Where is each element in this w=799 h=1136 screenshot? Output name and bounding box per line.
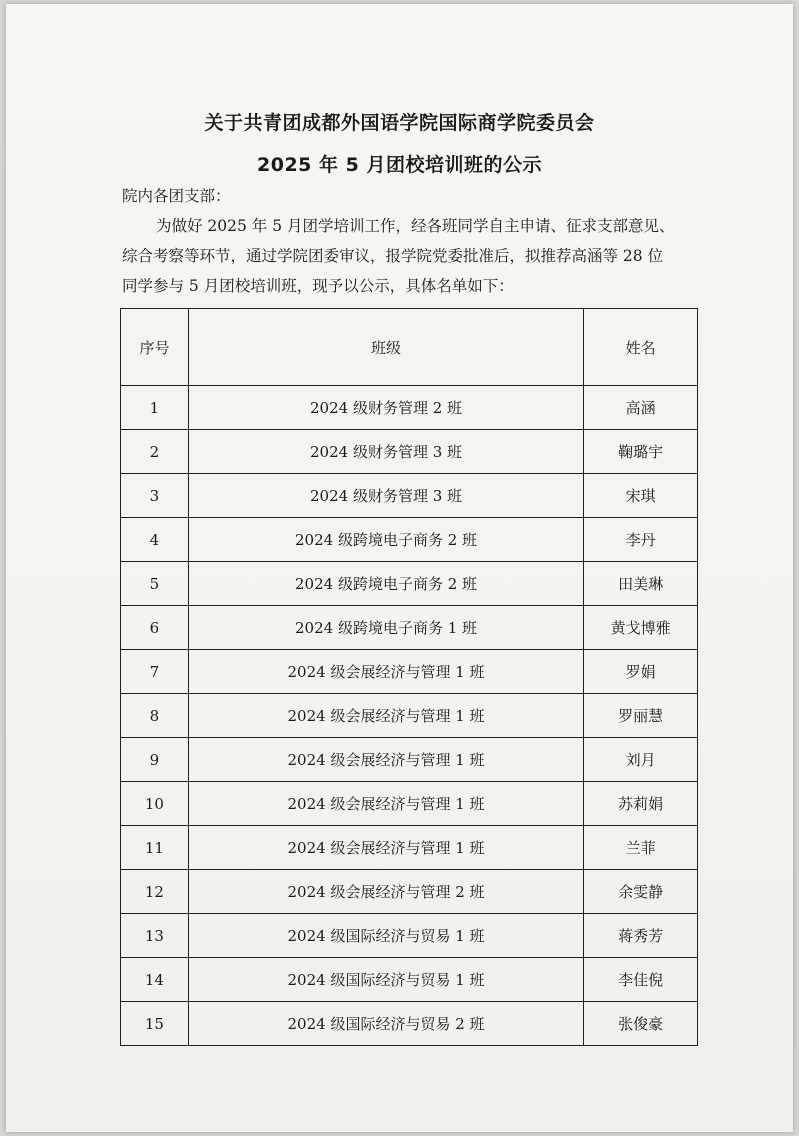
row-class: 2024 级财务管理 3 班 (188, 430, 583, 474)
document-title-line-1: 关于共青团成都外国语学院国际商学院委员会 (204, 112, 595, 134)
row-name: 罗娟 (584, 650, 698, 694)
table-body (121, 386, 698, 1046)
table-row (121, 562, 698, 606)
row-name: 李佳倪 (584, 958, 698, 1002)
table-row (121, 430, 698, 474)
row-class: 2024 级会展经济与管理 1 班 (188, 738, 583, 782)
row-class: 2024 级跨境电子商务 2 班 (188, 562, 583, 606)
table-row (121, 870, 698, 914)
row-class: 2024 级财务管理 2 班 (188, 386, 583, 430)
row-class: 2024 级会展经济与管理 2 班 (188, 870, 583, 914)
body-line-1: 为做好 2025 年 5 月团学培训工作，经各班同学自主申请、征求支部意见、 (156, 217, 675, 235)
table-row (121, 694, 698, 738)
row-index: 10 (121, 782, 189, 826)
row-name: 张俊豪 (584, 1002, 698, 1046)
row-name: 刘月 (584, 738, 698, 782)
body-line-2: 综合考察等环节，通过学院团委审议，报学院党委批准后，拟推荐高涵等 28 位 (122, 247, 664, 265)
table-row (121, 738, 698, 782)
row-name: 苏莉娟 (584, 782, 698, 826)
table-row (121, 826, 698, 870)
row-name: 余雯静 (584, 870, 698, 914)
row-name: 高涵 (584, 386, 698, 430)
row-index: 2 (121, 430, 189, 474)
row-class: 2024 级跨境电子商务 2 班 (188, 518, 583, 562)
row-class: 2024 级国际经济与贸易 1 班 (188, 958, 583, 1002)
table-row (121, 606, 698, 650)
row-index: 11 (121, 826, 189, 870)
row-index: 6 (121, 606, 189, 650)
document-title-line-2: 2025 年 5 月团校培训班的公示 (257, 154, 542, 176)
row-class: 2024 级会展经济与管理 1 班 (188, 650, 583, 694)
row-index: 3 (121, 474, 189, 518)
table-header-row (121, 309, 698, 386)
body-line-3: 同学参与 5 月团校培训班，现予以公示，具体名单如下： (122, 277, 514, 295)
row-index: 8 (121, 694, 189, 738)
row-index: 14 (121, 958, 189, 1002)
row-name: 罗丽慧 (584, 694, 698, 738)
table-row (121, 782, 698, 826)
table-row (121, 386, 698, 430)
header-class: 班级 (188, 309, 583, 386)
row-name: 鞠璐宇 (584, 430, 698, 474)
row-class: 2024 级国际经济与贸易 1 班 (188, 914, 583, 958)
header-name: 姓名 (584, 309, 698, 386)
row-index: 9 (121, 738, 189, 782)
row-name: 李丹 (584, 518, 698, 562)
document-page (6, 4, 793, 1132)
table-row (121, 1002, 698, 1046)
table-row (121, 650, 698, 694)
row-name: 兰菲 (584, 826, 698, 870)
row-class: 2024 级跨境电子商务 1 班 (188, 606, 583, 650)
table-row (121, 914, 698, 958)
trainee-table (120, 308, 698, 1046)
row-index: 12 (121, 870, 189, 914)
header-index: 序号 (121, 309, 189, 386)
row-index: 1 (121, 386, 189, 430)
row-name: 宋琪 (584, 474, 698, 518)
salutation: 院内各团支部： (122, 187, 231, 205)
row-index: 13 (121, 914, 189, 958)
row-name: 黄戈博雅 (584, 606, 698, 650)
row-class: 2024 级会展经济与管理 1 班 (188, 694, 583, 738)
row-class: 2024 级会展经济与管理 1 班 (188, 826, 583, 870)
row-name: 田美琳 (584, 562, 698, 606)
table-row (121, 474, 698, 518)
row-index: 4 (121, 518, 189, 562)
row-index: 5 (121, 562, 189, 606)
row-class: 2024 级会展经济与管理 1 班 (188, 782, 583, 826)
row-index: 7 (121, 650, 189, 694)
table-row (121, 958, 698, 1002)
table-row (121, 518, 698, 562)
row-class: 2024 级财务管理 3 班 (188, 474, 583, 518)
row-name: 蒋秀芳 (584, 914, 698, 958)
row-index: 15 (121, 1002, 189, 1046)
row-class: 2024 级国际经济与贸易 2 班 (188, 1002, 583, 1046)
